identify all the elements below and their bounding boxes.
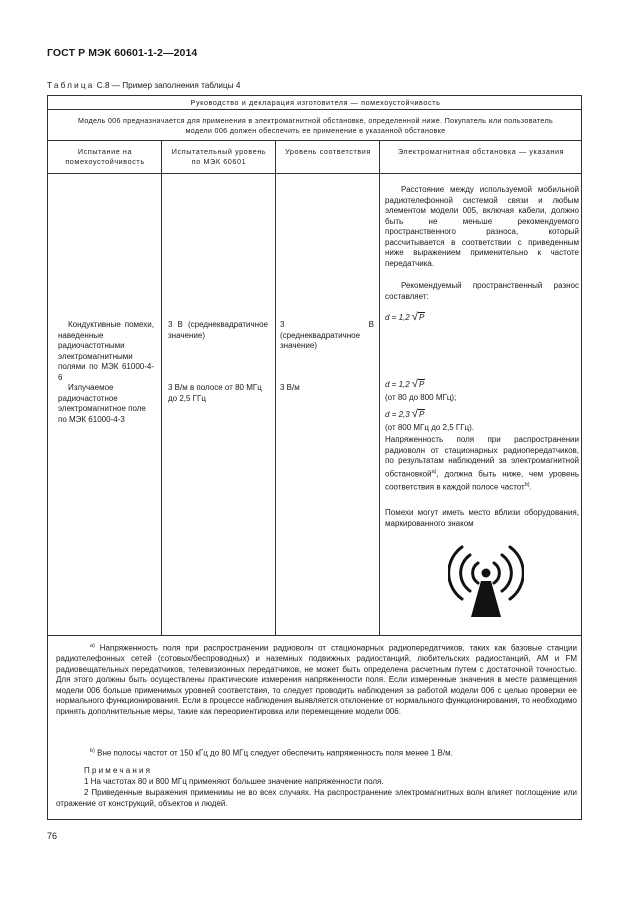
- row2-compliance: 3 В/м: [280, 383, 300, 392]
- formula-2: [385, 379, 425, 391]
- formula-1-prefix: d = 1,2: [385, 313, 410, 322]
- caption-text: — Пример заполнения таблицы 4: [111, 81, 241, 90]
- row1-level: 3 В (среднеквадратичное значение): [168, 320, 268, 340]
- row1-compliance: 3 В (среднеквадратичное значение): [280, 320, 374, 350]
- field-strength-b: , должна быть ниже, чем уровень соответствия в каждой полосе частот: [385, 469, 579, 492]
- row-divider: [48, 140, 581, 141]
- formula-2-range: (от 80 до 800 МГц);: [385, 393, 457, 402]
- sqrt-var: P: [418, 410, 425, 419]
- nonionizing-radiation-icon: [448, 541, 524, 621]
- guidance-interference: Помехи могут иметь место вблизи оборудования, маркированного знаком: [385, 508, 579, 528]
- sqrt-symbol: √P: [411, 311, 425, 323]
- col-header-level: Испытательный уровень по МЭК 60601: [171, 147, 267, 166]
- col-divider: [161, 140, 162, 635]
- notes-title: Примечания: [84, 766, 153, 775]
- footnote-b-mark: b): [90, 748, 95, 754]
- footnote-a-mark: a): [90, 643, 95, 649]
- footnote-a-text: Напряженность поля при распространении радиоволн от стационарных радиопередатчиков, таких как базовые станции радиотелефонных сетей (сотовых/беспроводных) и наземных подвижных радиостанций, любительских радиостанций, AM и FM радиовещательных передатчиков, телевизионных передатчиков, не может быть определена расчетным путем с достаточной точностью. Для этого должны быть осуществлены практические измерения напряженности поля. Если измеренные значения в месте размещения модели 006 больше применимых уровней соответствия, то следует проводить наблюдения за работой модели 006 с целью проверки ее нормального функционирования. Если в процессе наблюдения выявляется отклонение от нормального функционирования, то необходимо принять дополнительные меры, такие как переориентировка или перемещение модели 006.: [56, 643, 577, 716]
- formula-3-range: (от 800 МГц до 2,5 ГГц).: [385, 423, 475, 432]
- row2-level: 3 В/м в полосе от 80 МГц до 2,5 ГГц: [168, 383, 262, 403]
- note-1: 1 На частотах 80 и 800 МГц применяют большее значение напряженности поля.: [84, 777, 384, 786]
- note-2: 2 Приведенные выражения применимы не во всех случаях. На распространение электромагнитных волн влияет поглощение или отражение от конструкций, объектов и людей.: [56, 788, 577, 808]
- sqrt-var: P: [418, 380, 425, 389]
- col-divider: [275, 140, 276, 635]
- col-divider: [379, 140, 380, 635]
- col-header-test: Испытание на помехоустойчивость: [65, 147, 145, 166]
- table-caption: [47, 81, 240, 90]
- caption-label: Таблица: [47, 81, 95, 90]
- table-intro: Модель 006 предназначается для применения в электромагнитной обстановке, определенной ниже. Покупатель или пользователь модели 006 должен обеспечить ее применение в указанной обстановке: [77, 116, 554, 135]
- col-header-compliance: Уровень соответствия: [285, 147, 371, 156]
- field-strength-c: .: [529, 482, 532, 492]
- footnote-a: [56, 641, 577, 717]
- row-divider: [48, 173, 581, 174]
- footnote-ref-b: b): [524, 481, 530, 488]
- sqrt-var: P: [418, 313, 425, 322]
- field-strength-a: Напряженность поля при распространении радиоволн от стационарных радиопередатчиков, по результатам наблюдений за электромагнитной обстановкой: [385, 435, 579, 479]
- table-title: Руководство и декларация изготовителя — помехоустойчивость: [190, 98, 441, 107]
- guidance-recommended-text: Рекомендуемый пространственный разнос составляет:: [385, 281, 579, 301]
- row-divider: [48, 635, 581, 636]
- footnote-b-text: Вне полосы частот от 150 кГц до 80 МГц следует обеспечить напряженность поля менее 1 В/м.: [97, 748, 453, 758]
- caption-number: С.8: [96, 81, 110, 90]
- footnote-b: [56, 746, 577, 759]
- immunity-table: [47, 95, 582, 820]
- footnote-ref-a: a): [431, 468, 437, 475]
- formula-3: [385, 409, 425, 421]
- row2-test: Излучаемое радиочастотное электромагнитное поле по МЭК 61000-4-3: [58, 383, 146, 424]
- sqrt-symbol: √P: [411, 378, 425, 390]
- formula-2-prefix: d = 1,2: [385, 380, 410, 389]
- col-header-guidance: Электромагнитная обстановка — указания: [397, 147, 565, 156]
- document-header: ГОСТ Р МЭК 60601-1-2—2014: [47, 47, 198, 59]
- row1-test: Кондуктивные помехи, наведенные радиочастотными электромагнитными полями по МЭК 61000-4-6: [58, 320, 154, 382]
- guidance-field-strength: [385, 435, 579, 493]
- guidance-distance-text: Расстояние между используемой мобильной радиотелефонной системой связи и любым элементом модели 005, включая кабели, должно быть не меньше рекомендуемого пространственного разноса, который рассчитывается в соответствии с приведенным ниже выражением применительно к частоте передатчика.: [385, 185, 579, 268]
- sqrt-symbol: √P: [411, 408, 425, 420]
- page-number: 76: [47, 831, 58, 841]
- formula-3-prefix: d = 2,3: [385, 410, 410, 419]
- row-divider: [48, 109, 581, 110]
- formula-1: [385, 312, 425, 324]
